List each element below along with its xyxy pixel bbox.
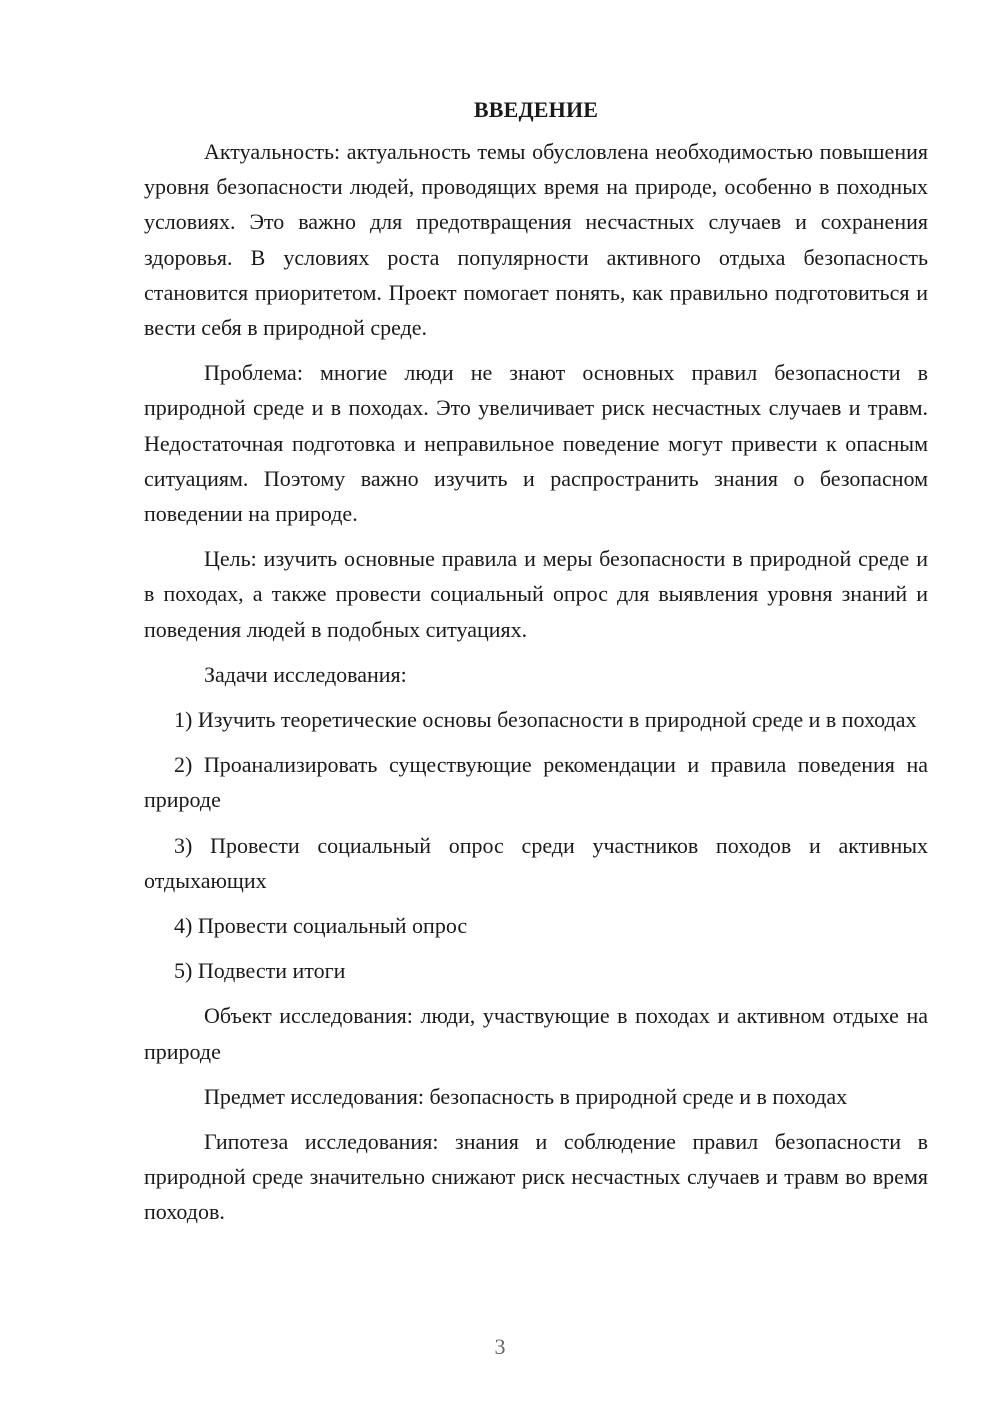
task-item: 1) Изучить теоретические основы безопасности в природной среде и в походах: [174, 707, 917, 733]
task-item: 3) Провести социальный опрос среди участников походов и активных отдыхающих: [144, 832, 928, 893]
actuality-paragraph: Актуальность: актуальность темы обусловлена необходимостью повышения уровня безопасности людей, проводящих время на природе, особенно в походных условиях. Это важно для предотвращения несчастных случаев и сохранения здоровья. В условиях роста популярности активного отдыха безопасность становится приоритетом. Проект помогает понять, как правильно подготовиться и вести себя в природной среде.: [144, 139, 928, 341]
goal-paragraph: Цель: изучить основные правила и меры безопасности в природной среде и в походах, а также провести социальный опрос для выявления уровня знаний и поведения людей в подобных ситуациях.: [144, 546, 928, 642]
object-paragraph: Объект исследования: люди, участвующие в походах и активном отдыхе на природе: [144, 1003, 928, 1064]
page-number: 3: [494, 1334, 506, 1359]
page-title: ВВЕДЕНИЕ: [473, 97, 599, 122]
task-item: 2) Проанализировать существующие рекомендации и правила поведения на природе: [144, 752, 928, 813]
task-item: 5) Подвести итоги: [174, 958, 346, 984]
hypothesis-paragraph: Гипотеза исследования: знания и соблюдение правил безопасности в природной среде значительно снижают риск несчастных случаев и травм во время походов.: [144, 1129, 928, 1225]
subject-paragraph: Предмет исследования: безопасность в природной среде и в походах: [204, 1083, 848, 1109]
document-page: [144, 92, 928, 1230]
problem-paragraph: Проблема: многие люди не знают основных правил безопасности в природной среде и в походах. Это увеличивает риск несчастных случаев и травм. Недостаточная подготовка и неправильное поведение могут привести к опасным ситуациям. Поэтому важно изучить и распространить знания о безопасном поведении на природе.: [144, 360, 928, 527]
task-item: 4) Провести социальный опрос: [174, 913, 468, 939]
tasks-heading: Задачи исследования:: [204, 661, 407, 687]
